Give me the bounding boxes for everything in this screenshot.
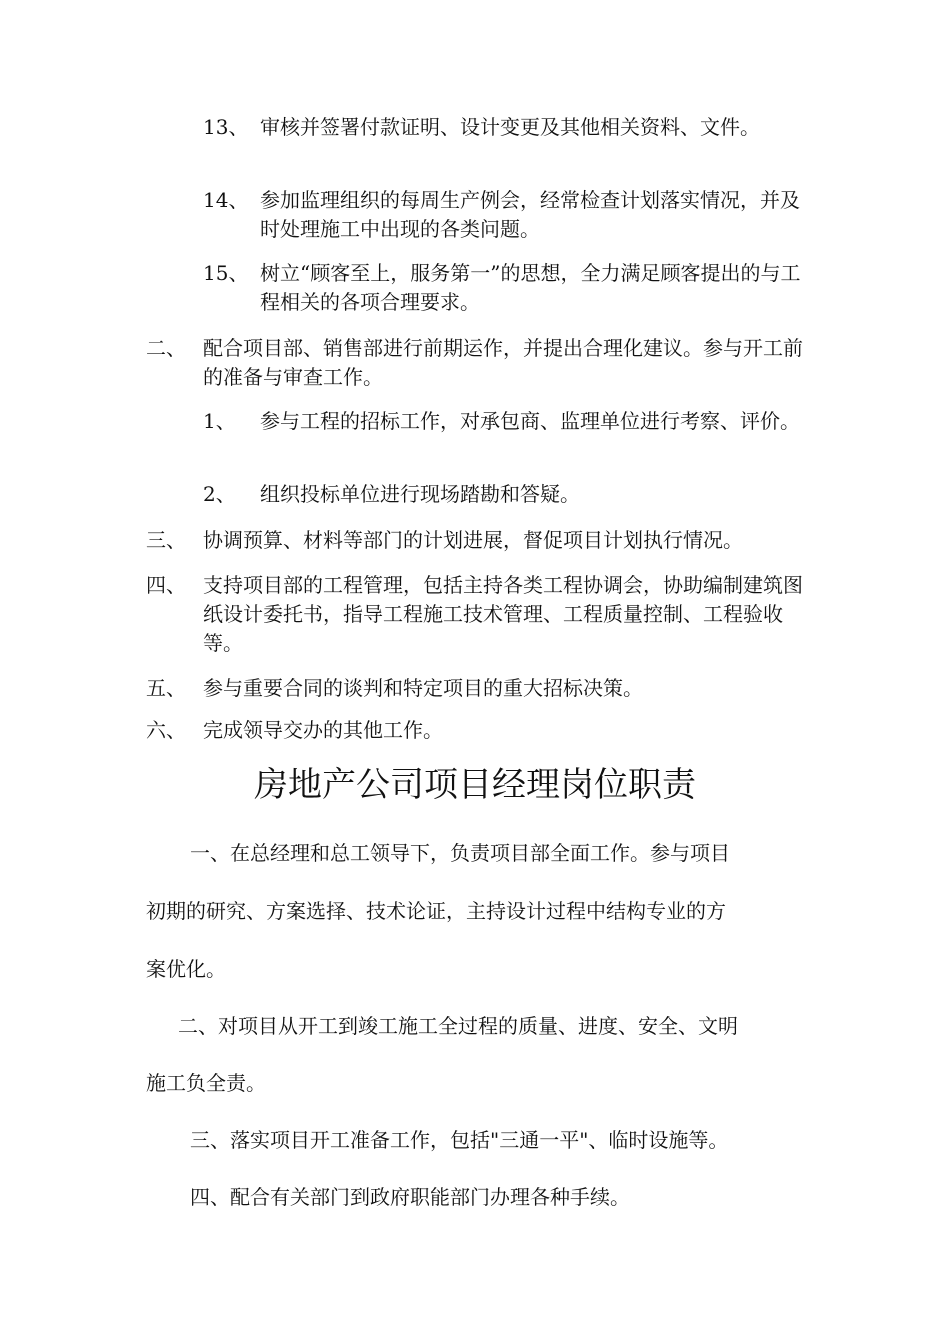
item-number: 1、: [203, 409, 236, 433]
section-number: 五、: [146, 676, 186, 700]
item-number: 2、: [203, 482, 236, 506]
paragraph-3: 三、落实项目开工准备工作，包括"三通一平"、临时设施等。: [190, 1128, 729, 1152]
item-text: 组织投标单位进行现场踏勘和答疑。: [260, 482, 580, 506]
item-number: 15、: [203, 261, 249, 285]
paragraph-1-line-1: 一、在总经理和总工领导下，负责项目部全面工作。参与项目: [190, 841, 730, 865]
section-number: 六、: [146, 718, 186, 742]
item-text: 审核并签署付款证明、设计变更及其他相关资料、文件。: [260, 115, 760, 139]
item-text: 参加监理组织的每周生产例会，经常检查计划落实情况，并及时处理施工中出现的各类问题。: [260, 188, 800, 241]
section-text: 参与重要合同的谈判和特定项目的重大招标决策。: [203, 676, 643, 700]
paragraph-1-line-3: 案优化。: [146, 957, 226, 981]
section-number: 二、: [146, 336, 186, 360]
item-text: 参与工程的招标工作，对承包商、监理单位进行考察、评价。: [260, 409, 800, 433]
paragraph-2-line-2: 施工负全责。: [146, 1071, 266, 1095]
paragraph-4: 四、配合有关部门到政府职能部门办理各种手续。: [190, 1185, 630, 1209]
section-text: 配合项目部、销售部进行前期运作，并提出合理化建议。参与开工前的准备与审查工作。: [203, 336, 803, 389]
item-number: 13、: [203, 115, 249, 139]
section-text: 协调预算、材料等部门的计划进展，督促项目计划执行情况。: [203, 528, 743, 552]
paragraph-2-line-1: 二、对项目从开工到竣工施工全过程的质量、进度、安全、文明: [178, 1014, 738, 1038]
item-text: 树立“顾客至上，服务第一”的思想，全力满足顾客提出的与工程相关的各项合理要求。: [260, 261, 801, 314]
section-number: 四、: [146, 573, 186, 597]
section-text: 支持项目部的工程管理，包括主持各类工程协调会，协助编制建筑图纸设计委托书，指导工程施工技术管理、工程质量控制、工程验收等。: [203, 573, 803, 655]
document-title: 房地产公司项目经理岗位职责: [254, 765, 696, 805]
paragraph-1-line-2: 初期的研究、方案选择、技术论证，主持设计过程中结构专业的方: [146, 899, 726, 923]
section-number: 三、: [146, 528, 186, 552]
item-number: 14、: [203, 188, 249, 212]
section-text: 完成领导交办的其他工作。: [203, 718, 443, 742]
